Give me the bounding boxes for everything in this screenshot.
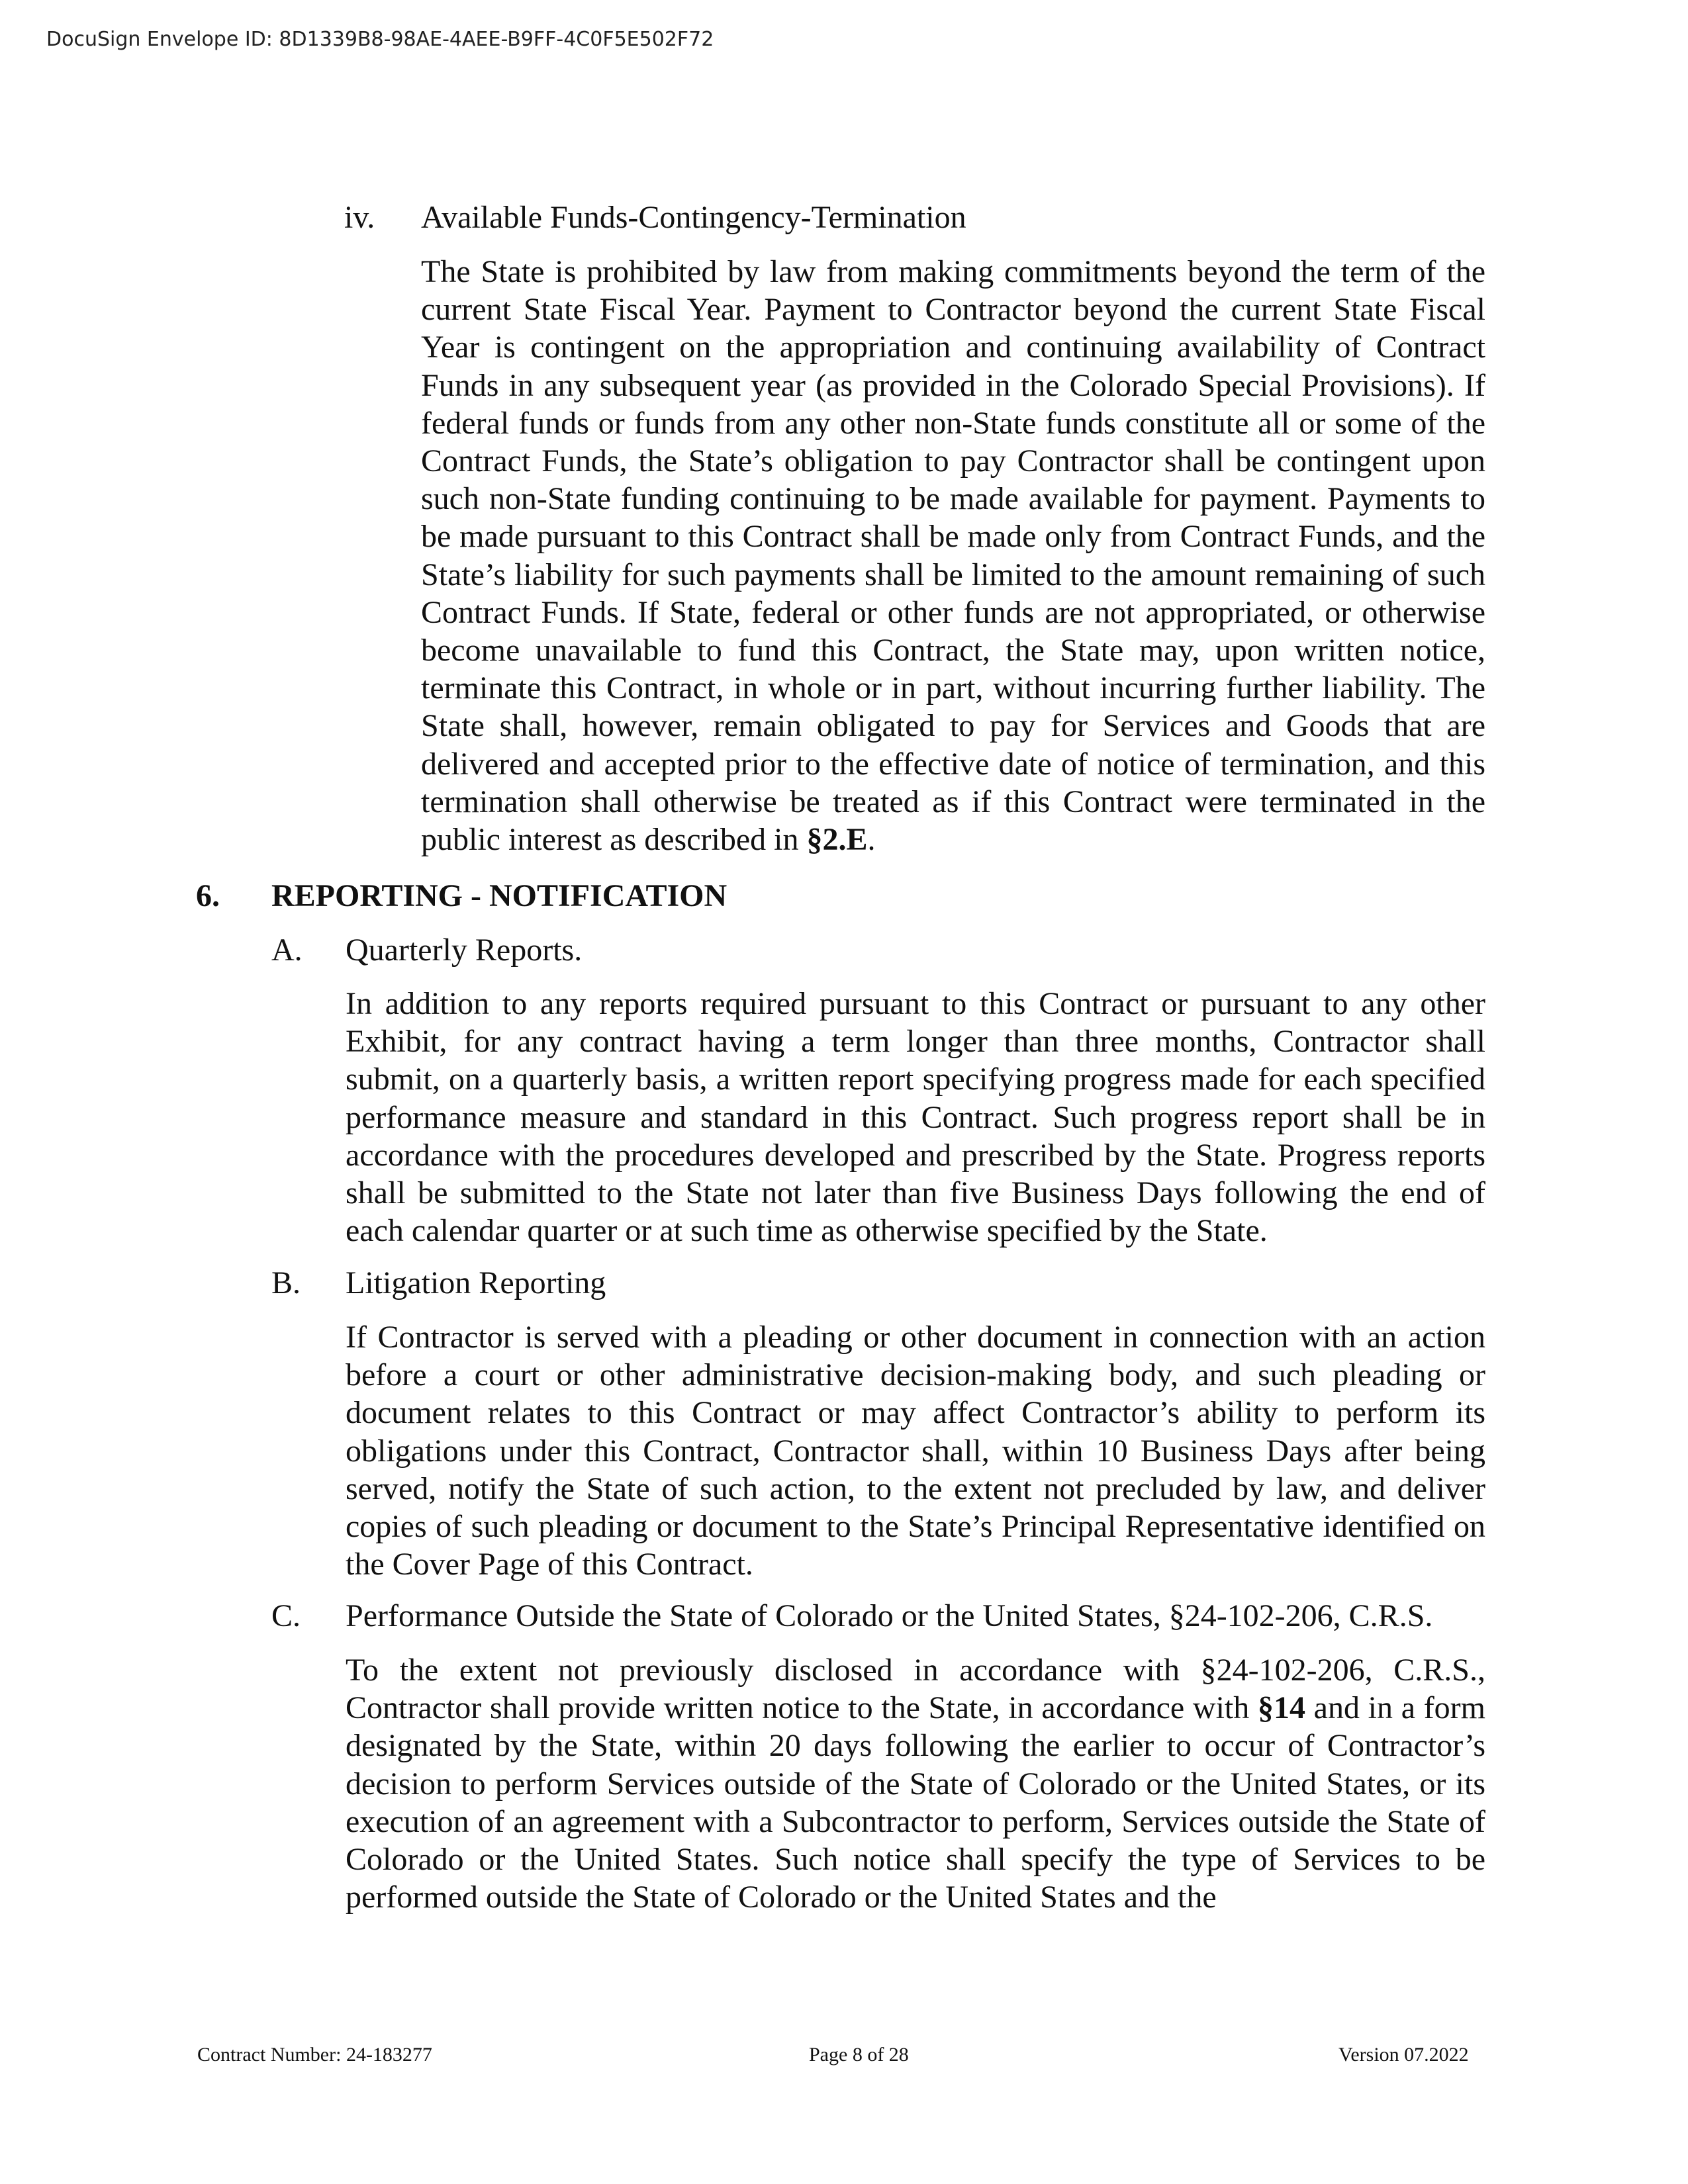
section-6-number: 6.: [196, 878, 220, 913]
item-c-label: C.: [271, 1598, 301, 1633]
item-b-title: Litigation Reporting: [346, 1265, 606, 1300]
footer-contract-number: Contract Number: 24-183277: [197, 2044, 432, 2066]
section-ref-2e: §2.E: [806, 822, 868, 858]
envelope-id: DocuSign Envelope ID: 8D1339B8-98AE-4AEE-B9FF-4C0F5E502F72: [46, 28, 714, 51]
item-a-title: Quarterly Reports.: [346, 933, 583, 968]
footer-page-number: Page 8 of 28: [809, 2044, 909, 2066]
item-a-label: A.: [271, 933, 303, 968]
subsection-iv-title: Available Funds-Contingency-Termination: [421, 200, 966, 235]
subsection-iv-number: iv.: [344, 200, 375, 235]
item-c-body: [346, 1651, 1485, 1916]
section-ref-14: §14: [1257, 1690, 1305, 1726]
subsection-iv-body-end: .: [867, 822, 876, 858]
item-b-label: B.: [271, 1265, 301, 1300]
subsection-iv-body-text: The State is prohibited by law from making commitments beyond the term of the current State Fiscal Year. Payment to Contractor beyond the current State Fiscal Year is contingent on the appropriation and continuing availability of Contract Funds in any subsequent year (as provided in the Colorado Special Provisions). If federal funds or funds from any other non-State funds constitute all or some of the Contract Funds, the State’s obligation to pay Contractor shall be contingent upon such non-State funding continuing to be made available for payment. Payments to be made pursuant to this Contract shall be made only from Contract Funds, and the State’s liability for such payments shall be limited to the amount remaining of such Contract Funds. If State, federal or other funds are not appropriated, or otherwise become unavailable to fund this Contract, the State may, upon written notice, terminate this Contract, in whole or in part, without incurring further liability. The State shall, however, remain obligated to pay for Services and Goods that are delivered and accepted prior to the effective date of notice of termination, and this termination shall otherwise be treated as if this Contract were terminated in the public interest as described in: [421, 254, 1485, 858]
item-b-body: If Contractor is served with a pleading or other document in connection with an action before a court or other administrative decision-making body, and such pleading or document relates to this Contract or may affect Contractor’s ability to perform its obligations under this Contract, Contractor shall, within 10 Business Days after being served, notify the State of such action, to the extent not precluded by law, and deliver copies of such pleading or document to the State’s Principal Representative identified on the Cover Page of this Contract.: [346, 1320, 1485, 1582]
item-a-body: In addition to any reports required pursuant to this Contract or pursuant to any other Exhibit, for any contract having a term longer than three months, Contractor shall submit, on a quarterly basis, a written report specifying progress made for each specified performance measure and standard in this Contract. Such progress report shall be in accordance with the procedures developed and prescribed by the State. Progress reports shall be submitted to the State not later than five Business Days following the end of each calendar quarter or at such time as otherwise specified by the State.: [346, 986, 1485, 1249]
item-c-title: Performance Outside the State of Colorado or the United States, §24-102-206, C.R.S.: [346, 1598, 1433, 1633]
item-c-body-end: and in a form designated by the State, within 20 days following the earlier to occur of Contractor’s decision to perform Services outside of the State of Colorado or the United States, or its execution of an agreement with a Subcontractor to perform, Services outside the State of Colorado or the United States. Such notice shall specify the type of Services to be performed outside the State of Colorado or the United States and the: [346, 1690, 1486, 1915]
subsection-iv-body: [421, 253, 1485, 858]
item-c-body-text: To the extent not previously disclosed in accordance with §24-102-206, C.R.S., Contractor shall provide written notice to the State, in accordance with: [346, 1653, 1485, 1726]
section-6-title: REPORTING - NOTIFICATION: [271, 878, 727, 913]
footer-version: Version 07.2022: [1338, 2044, 1469, 2066]
